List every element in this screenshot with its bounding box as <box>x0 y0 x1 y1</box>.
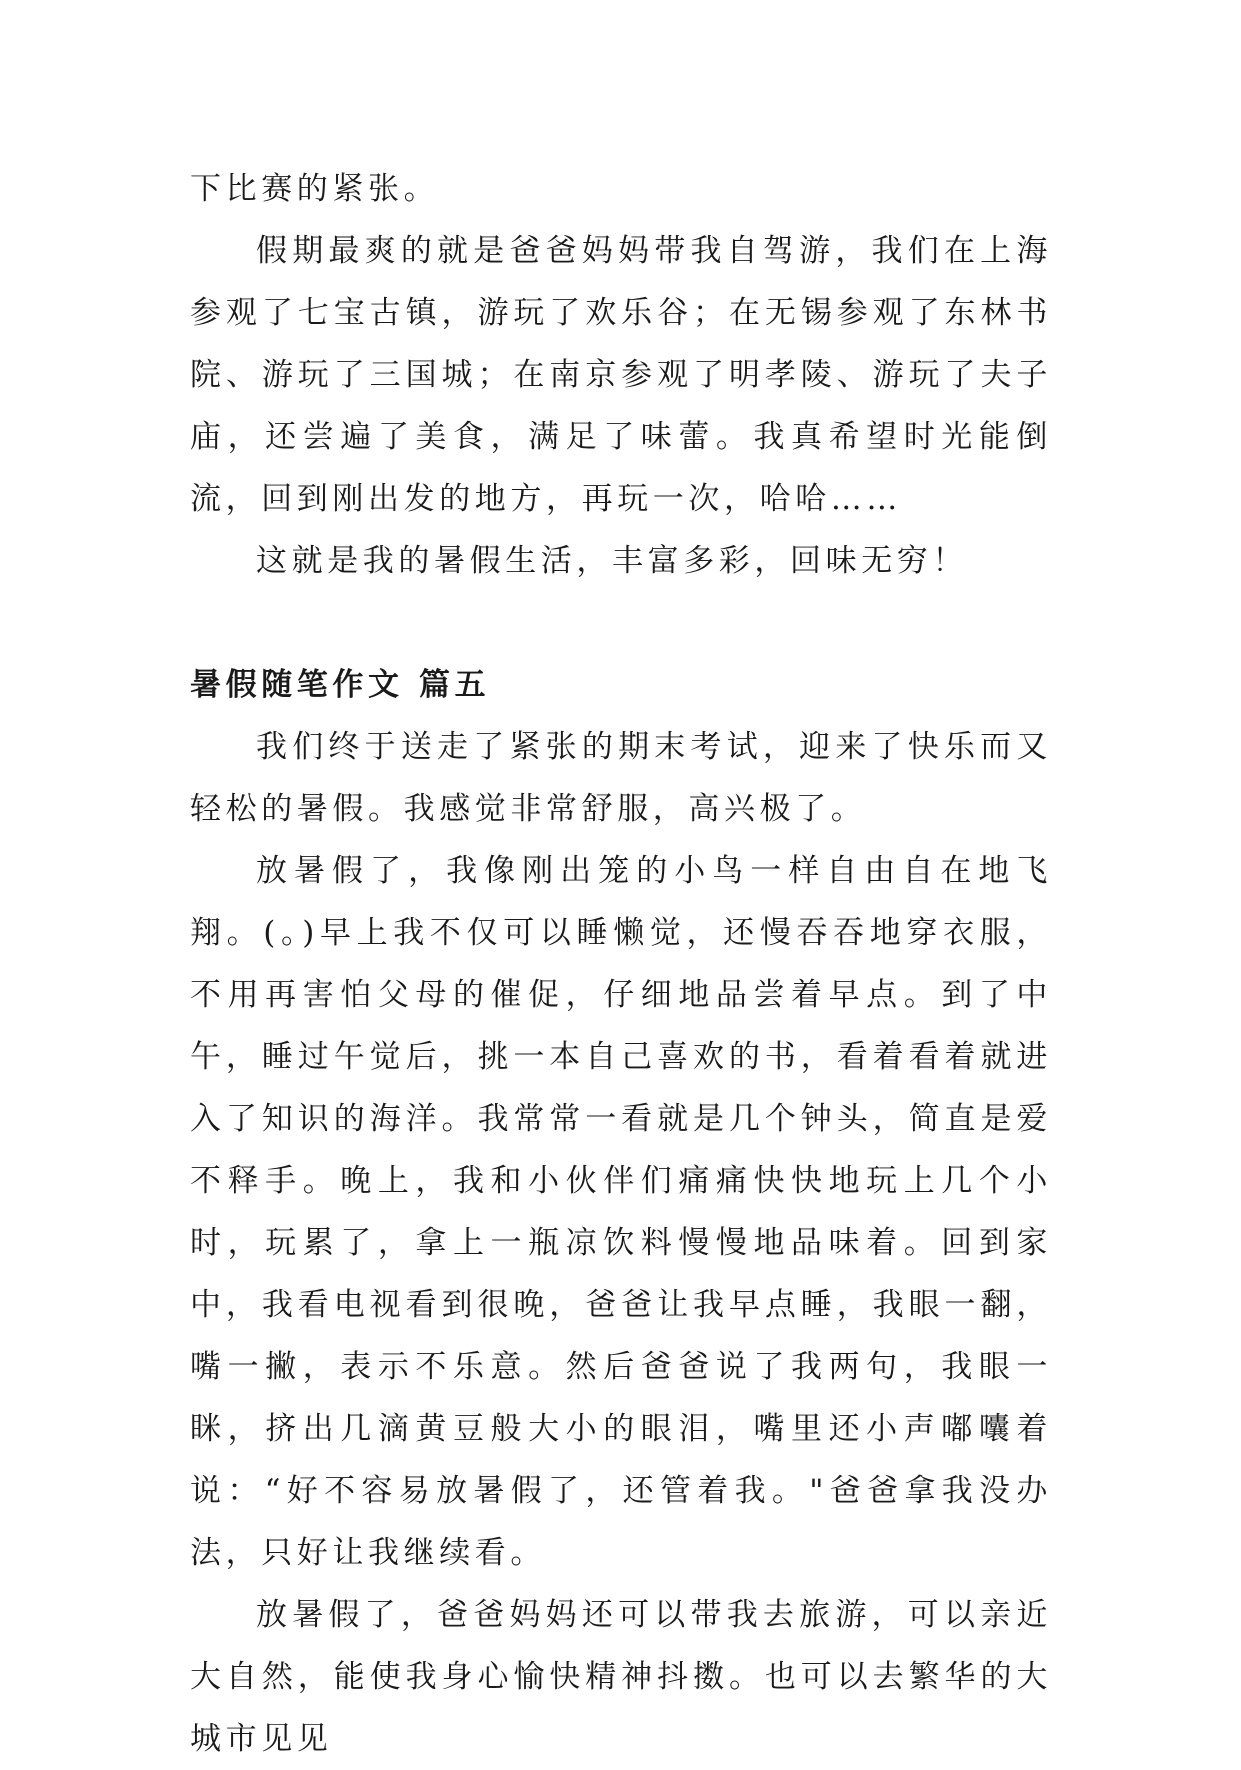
paragraph-travel: 放暑假了，爸爸妈妈还可以带我去旅游，可以亲近大自然，能使我身心愉快精神抖擞。也可以去繁华的大城市见见 <box>190 1597 1052 1757</box>
paragraph-road-trip: 假期最爽的就是爸爸妈妈带我自驾游，我们在上海参观了七宝古镇，游玩了欢乐谷；在无锡参观了东林书院、游玩了三国城；在南京参观了明孝陵、游玩了夫子庙，还尝遍了美食，满足了味蕾。我真希望时光能倒流，回到刚出发的地方，再玩一次，哈哈…… <box>190 233 1052 517</box>
section-heading: 暑假随笔作文 篇五 <box>190 667 491 703</box>
paragraph-summary: 这就是我的暑假生活，丰富多彩，回味无穷！ <box>256 543 968 579</box>
paragraph-free-bird: 放暑假了，我像刚出笼的小鸟一样自由自在地飞翔。(。)早上我不仅可以睡懒觉，还慢吞吞地穿衣服，不用再害怕父母的催促，仔细地品尝着早点。到了中午，睡过午觉后，挑一本自己喜欢的书，看着看着就进入了知识的海洋。我常常一看就是几个钟头，简直是爱不释手。晚上，我和小伙伴们痛痛快快地玩上几个小时，玩累了，拿上一瓶凉饮料慢慢地品味着。回到家中，我看电视看到很晚，爸爸让我早点睡，我眼一翻，嘴一撇，表示不乐意。然后爸爸说了我两句，我眼一眯，挤出几滴黄豆般大小的眼泪，嘴里还小声嘟囔着说：“好不容易放暑假了，还管着我。"爸爸拿我没办法，只好让我继续看。 <box>190 853 1052 1571</box>
paragraph-exam-end: 我们终于送走了紧张的期末考试，迎来了快乐而又轻松的暑假。我感觉非常舒服，高兴极了。 <box>190 729 1052 827</box>
document-page <box>190 158 1052 1770</box>
paragraph-continuation: 下比赛的紧张。 <box>190 171 440 207</box>
